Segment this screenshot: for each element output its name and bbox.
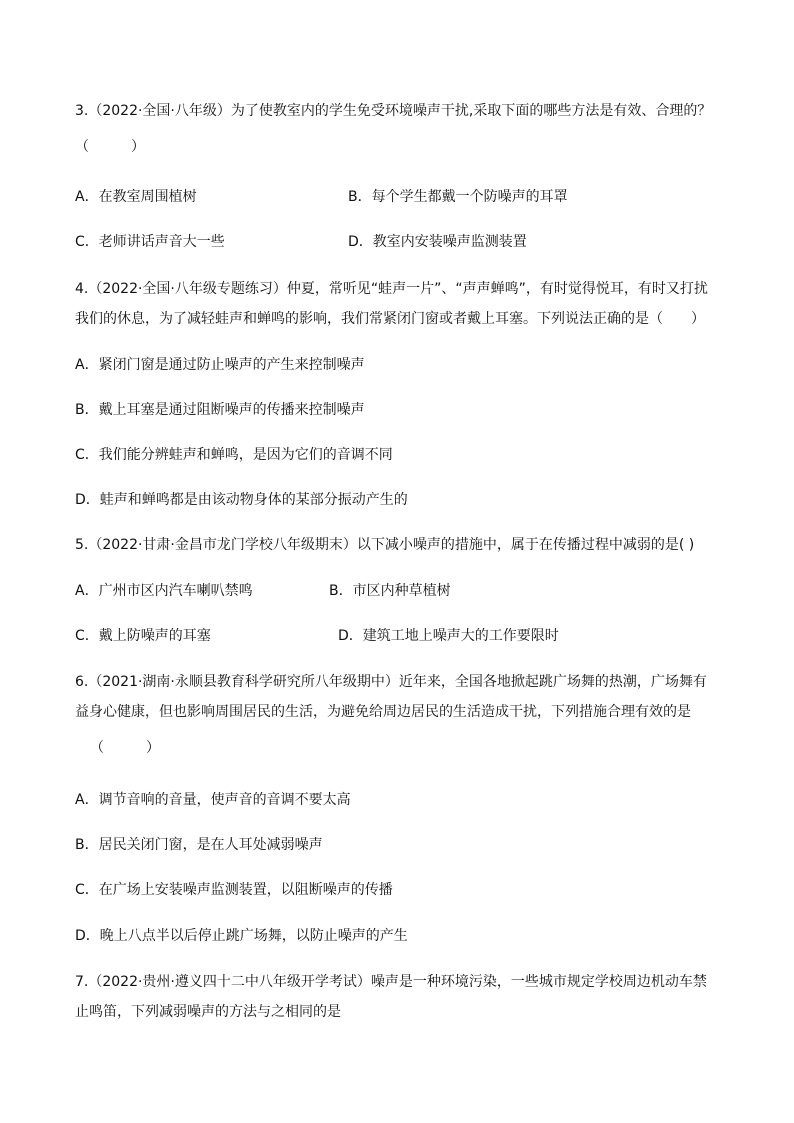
question-6-option-a: A．调节音响的音量，使声音的音调不要太高 — [75, 792, 351, 808]
question-6-option-c: C．在广场上安装噪声监测装置，以阻断噪声的传播 — [75, 882, 393, 898]
question-4-option-d: D．蛙声和蝉鸣都是由该动物身体的某部分振动产生的 — [75, 492, 408, 508]
question-3-stem-line-1: 3.（2022·全国·八年级）为了使教室内的学生免受环境噪声干扰,采取下面的哪些方法是有效、合理的？ — [75, 103, 712, 119]
question-4-option-a: A．紧闭门窗是通过防止噪声的产生来控制噪声 — [75, 357, 365, 373]
question-7-stem-line-2: 止鸣笛，下列减弱噪声的方法与之相同的是 — [75, 1004, 341, 1020]
question-4-stem-line-2: 我们的休息，为了减轻蛙声和蝉鸣的影响，我们常紧闭门窗或者戴上耳塞。下列说法正确的是（ ） — [75, 311, 705, 327]
question-5-option-a: A．广州市区内汽车喇叭禁鸣 — [75, 583, 253, 599]
question-3-option-b: B．每个学生都戴一个防噪声的耳罩 — [348, 189, 568, 205]
question-5-stem-line-1: 5.（2022·甘肃·金昌市龙门学校八年级期末）以下减小噪声的措施中，属于在传播过程中减弱的是( ) — [75, 537, 695, 553]
question-3-option-c: C．老师讲话声音大一些 — [75, 234, 225, 250]
question-4-option-c: C．我们能分辨蛙声和蝉鸣，是因为它们的音调不同 — [75, 447, 393, 463]
question-5-option-c: C．戴上防噪声的耳塞 — [75, 628, 211, 644]
question-7-stem-line-1: 7.（2022·贵州·遵义四十二中八年级开学考试）噪声是一种环境污染，一些城市规定学校周边机动车禁 — [75, 974, 707, 990]
question-3-option-a: A．在教室周围植树 — [75, 189, 197, 205]
question-6-answer-blank: （ ） — [90, 740, 160, 756]
question-5-option-d: D．建筑工地上噪声大的工作要限时 — [338, 628, 559, 644]
question-4-stem-line-1: 4.（2022·全国·八年级专题练习）仲夏，常听见“蛙声一片”、“声声蝉鸣”，有时觉得悦耳，有时又打扰 — [75, 281, 708, 297]
question-3-option-d: D．教室内安装噪声监测装置 — [348, 234, 527, 250]
question-3-answer-blank: （ ） — [75, 139, 145, 155]
question-6-option-d: D．晚上八点半以后停止跳广场舞，以防止噪声的产生 — [75, 928, 408, 944]
question-6-stem-line-1: 6.（2021·湖南·永顺县教育科学研究所八年级期中）近年来，全国各地掀起跳广场舞的热潮，广场舞有 — [75, 674, 707, 690]
question-6-option-b: B．居民关闭门窗，是在人耳处减弱噪声 — [75, 837, 323, 853]
question-5-option-b: B．市区内种草植树 — [329, 583, 451, 599]
question-4-option-b: B．戴上耳塞是通过阻断噪声的传播来控制噪声 — [75, 402, 365, 418]
question-6-stem-line-2: 益身心健康，但也影响周围居民的生活，为避免给周边居民的生活造成干扰，下列措施合理有效的是 — [75, 704, 691, 720]
